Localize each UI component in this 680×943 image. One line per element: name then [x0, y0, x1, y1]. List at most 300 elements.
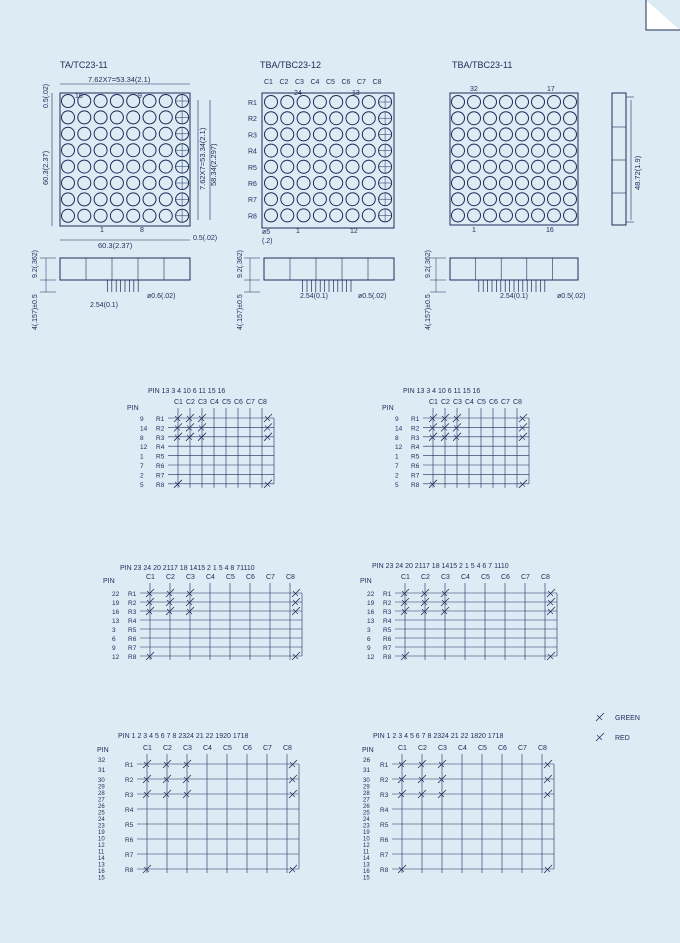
schem2-top-pins: PIN 13 3 4 10 6 11 15 16: [403, 388, 481, 395]
pin-a-bottom-left: 1: [100, 227, 104, 234]
led-dot: [330, 209, 343, 222]
led-dot: [110, 177, 123, 190]
led-dot: [516, 112, 529, 125]
led-dot: [62, 127, 75, 140]
schematic-row-label: R3: [383, 609, 392, 616]
schematic-column-label: C8: [286, 574, 295, 581]
led-dot: [484, 177, 497, 190]
led-dot: [548, 96, 561, 109]
led-dot: [500, 209, 513, 222]
pin-a-top-left: 16: [75, 93, 83, 100]
dim-a-height-total: 58.34(2.297): [209, 143, 218, 186]
schematic-row-pin: 3: [367, 627, 371, 634]
schematic-row-pin: 10: [98, 836, 105, 843]
matrix-b-column-labels: [264, 79, 382, 86]
led-dot: [78, 111, 91, 124]
schematic-row-label: R3: [156, 434, 165, 442]
led-dot: [127, 209, 140, 222]
column-label-c4: C4: [310, 79, 320, 86]
led-dot: [468, 96, 481, 109]
schematic-column-label: C5: [222, 399, 231, 406]
schematic-row-label: R3: [411, 434, 420, 442]
row-label-r3: R3: [248, 132, 257, 140]
matrix-a-dots: [62, 95, 189, 223]
led-dot: [362, 96, 375, 109]
schematic-6-body: [363, 745, 554, 882]
led-dot: [143, 144, 156, 157]
led-dot: [452, 193, 465, 206]
led-dot: [281, 96, 294, 109]
schematic-row-label: R4: [380, 807, 389, 814]
led-dot: [313, 193, 326, 206]
led-dot: [94, 95, 107, 108]
led-dot: [484, 128, 497, 141]
schematic-column-label: C1: [143, 745, 152, 752]
schematic-row-label: R8: [156, 481, 165, 489]
legend-green-label: GREEN: [615, 715, 640, 722]
schematic-row-label: R1: [128, 591, 137, 598]
profile-body: [450, 258, 578, 280]
schematic-row-pin: 25: [363, 810, 370, 817]
schematic-row-label: R1: [380, 762, 389, 769]
schematic-4: [360, 563, 557, 661]
led-dot: [143, 193, 156, 206]
led-dot: [468, 144, 481, 157]
title-b: TBA/TBC23-12: [260, 60, 322, 70]
led-dot: [346, 160, 359, 173]
led-dot: [281, 177, 294, 190]
led-dot: [127, 177, 140, 190]
schematic-column-label: C3: [438, 745, 447, 752]
schematic-row-label: R6: [156, 463, 165, 470]
schematic-row-label: R3: [128, 609, 137, 616]
led-dot: [484, 160, 497, 173]
led-dot: [62, 111, 75, 124]
schematic-column-label: C6: [243, 745, 252, 752]
led-dot: [127, 111, 140, 124]
schematic-row-pin: 15: [98, 875, 105, 882]
led-dot: [143, 95, 156, 108]
led-dot: [281, 128, 294, 141]
dim-a-top: 7.62X7=53.34(2.1): [88, 75, 151, 84]
schematic-row-pin: 1: [395, 453, 399, 461]
led-dot: [297, 144, 310, 157]
led-dot: [468, 177, 481, 190]
led-dot: [127, 127, 140, 140]
led-dot: [62, 193, 75, 206]
schematic-row-pin: 26: [363, 804, 370, 810]
schematic-row-pin: 22: [367, 591, 375, 598]
schem5-pin-label: PIN: [97, 747, 109, 754]
legend-red-label: RED: [615, 735, 630, 742]
led-dot: [143, 160, 156, 173]
schematic-row-label: R2: [156, 425, 165, 433]
schem2-pin-label: PIN: [382, 405, 394, 412]
led-dot: [281, 193, 294, 206]
dim-a-height-outer: 60.3(2.37): [41, 150, 50, 185]
schematic-row-pin: 12: [395, 444, 403, 452]
schematic-row-pin: 26: [363, 757, 371, 764]
schematic-row-pin: 31: [363, 767, 371, 774]
led-dot: [297, 112, 310, 125]
led-dot: [500, 96, 513, 109]
row-label-r4: R4: [248, 148, 257, 156]
led-dot: [94, 127, 107, 140]
schematic-column-label: C2: [163, 745, 172, 752]
schematic-column-label: C1: [401, 574, 410, 581]
led-dot: [330, 96, 343, 109]
led-dot: [110, 160, 123, 173]
led-dot: [143, 111, 156, 124]
body-height-c: 9.2(.362): [425, 249, 432, 278]
led-dot: [110, 193, 123, 206]
led-dot: [78, 177, 91, 190]
schematic-row-pin: 3: [112, 627, 116, 634]
led-dot: [94, 177, 107, 190]
led-dot: [346, 128, 359, 141]
led-dot: [362, 209, 375, 222]
led-dot: [346, 209, 359, 222]
schematic-row-label: R6: [125, 837, 134, 844]
schematic-column-label: C3: [453, 399, 462, 406]
column-label-c5: C5: [326, 79, 335, 86]
matrix-b-row-labels: [248, 100, 257, 220]
schematic-row-pin: 14: [363, 856, 370, 862]
pitch-a: 2.54(0.1): [90, 302, 119, 309]
schematic-row-label: R7: [128, 645, 137, 652]
schematic-3-body: [112, 574, 302, 661]
led-dot: [362, 112, 375, 125]
schematic-row-pin: 26: [98, 804, 105, 810]
schematic-column-label: C4: [203, 745, 212, 752]
led-dot: [452, 112, 465, 125]
pin-c-bottom-right: 16: [546, 227, 554, 234]
column-label-c1: C1: [264, 79, 273, 86]
led-dot: [468, 112, 481, 125]
pin-dia-a: ø0.6(.02): [147, 293, 176, 300]
schematic-row-label: R1: [156, 416, 165, 423]
schematic-row-pin: 24: [363, 817, 370, 823]
schematic-row-label: R8: [383, 654, 392, 661]
title-a: TA/TC23-11: [60, 60, 108, 70]
schematic-row-pin: 30: [98, 778, 105, 784]
led-dot: [110, 127, 123, 140]
schem5-top-pins: PIN 1 2 3 4 5 6 7 8 2324 21 22 1920 1718: [118, 733, 249, 740]
schematic-column-label: C8: [541, 574, 550, 581]
schematic-column-label: C3: [183, 745, 192, 752]
schematic-row-pin: 11: [98, 849, 105, 856]
schematic-column-label: C2: [441, 399, 450, 406]
pitch-b: 2.54(0.1): [300, 293, 329, 300]
led-dot: [500, 144, 513, 157]
led-dot: [330, 193, 343, 206]
led-dot: [532, 112, 545, 125]
schematic-2: [382, 388, 529, 489]
profile-body: [60, 258, 190, 280]
led-dot: [484, 193, 497, 206]
led-dot: [548, 209, 561, 222]
pin-b-top-left: 24: [294, 90, 302, 97]
led-dot: [297, 177, 310, 190]
schematic-row-label: R2: [411, 425, 420, 433]
schematic-row-pin: 30: [363, 778, 370, 784]
schematic-row-label: R7: [411, 472, 420, 480]
schematic-column-label: C5: [223, 745, 232, 752]
schematic-5: [97, 733, 299, 882]
led-dot: [127, 193, 140, 206]
led-dot: [362, 144, 375, 157]
led-dot: [127, 144, 140, 157]
schematic-column-label: C7: [518, 745, 527, 752]
led-dot: [548, 177, 561, 190]
led-dot: [532, 144, 545, 157]
schematic-row-label: R4: [383, 618, 392, 625]
schematic-row-pin: 19: [363, 830, 370, 836]
schematic-row-pin: 24: [98, 817, 105, 823]
led-dot: [127, 160, 140, 173]
schematic-row-label: R6: [383, 636, 392, 643]
schematic-row-pin: 5: [140, 481, 144, 489]
schematic-column-label: C6: [501, 574, 510, 581]
pin-b-bottom-left: 1: [296, 228, 300, 235]
led-dot: [500, 112, 513, 125]
led-dot: [94, 160, 107, 173]
led-dot: [62, 209, 75, 222]
led-dot: [452, 177, 465, 190]
led-dot: [452, 144, 465, 157]
led-dot: [159, 177, 172, 190]
schematic-row-label: R1: [411, 416, 420, 423]
schematic-row-label: R3: [125, 792, 134, 799]
row-label-r2: R2: [248, 116, 257, 124]
schematic-row-pin: 13: [98, 862, 105, 869]
led-dot: [532, 209, 545, 222]
schematic-row-label: R4: [128, 618, 137, 625]
led-dot: [62, 177, 75, 190]
pin-length-c: 4(.157)±0.5: [425, 294, 432, 330]
schematic-row-label: R7: [125, 852, 134, 859]
schematic-row-pin: 11: [363, 849, 370, 856]
led-dot: [94, 193, 107, 206]
body-height-b: 9.2(.362): [237, 249, 244, 278]
schematic-row-pin: 13: [112, 618, 120, 625]
schematic-row-pin: 14: [140, 425, 148, 433]
led-dot: [516, 96, 529, 109]
led-dot: [564, 144, 577, 157]
led-dot: [78, 160, 91, 173]
led-dot: [468, 128, 481, 141]
led-dot: [468, 160, 481, 173]
led-dot: [265, 160, 278, 173]
led-dot: [313, 177, 326, 190]
schematic-row-pin: 28: [363, 791, 370, 797]
column-label-c3: C3: [295, 79, 304, 86]
led-dot: [265, 112, 278, 125]
schematic-row-label: R4: [411, 444, 420, 452]
led-dot: [62, 144, 75, 157]
schematic-row-label: R1: [383, 591, 392, 598]
schematic-column-label: C3: [441, 574, 450, 581]
led-dot: [484, 209, 497, 222]
schematic-row-label: R1: [125, 762, 134, 769]
led-dot: [110, 209, 123, 222]
schematic-1-body: [140, 399, 274, 489]
led-dot: [159, 193, 172, 206]
matrix-a-front-view: [41, 75, 218, 250]
led-dot: [516, 144, 529, 157]
dim-a-offset-top: 0.5(.02): [43, 83, 50, 108]
schematic-column-label: C4: [458, 745, 467, 752]
led-dot: [159, 95, 172, 108]
schematic-6: [362, 733, 554, 882]
led-dot: [313, 128, 326, 141]
schematic-2-body: [395, 399, 529, 489]
schematic-5-body: [98, 745, 299, 882]
schematic-row-pin: 8: [140, 434, 144, 442]
pin-b-top-right: 13: [352, 90, 360, 97]
schematic-column-label: C2: [418, 745, 427, 752]
schematic-row-pin: 2: [140, 472, 144, 480]
led-dot: [452, 209, 465, 222]
schem6-top-pins: PIN 1 2 3 4 5 6 7 8 2324 21 22 1820 1718: [373, 733, 504, 740]
led-dot: [346, 177, 359, 190]
schematic-row-pin: 6: [112, 636, 116, 643]
dim-a-offset-right: 0.5(.02): [193, 235, 218, 242]
led-dot: [313, 144, 326, 157]
led-dot: [330, 177, 343, 190]
schematic-row-pin: 12: [112, 654, 120, 661]
schematic-row-label: R8: [380, 867, 389, 874]
row-label-r5: R5: [248, 164, 257, 172]
led-dot: [281, 144, 294, 157]
schematic-column-label: C3: [186, 574, 195, 581]
schematic-column-label: C8: [513, 399, 522, 406]
schematic-row-pin: 10: [363, 836, 370, 843]
schematic-row-pin: 9: [140, 416, 144, 423]
column-label-c8: C8: [372, 79, 382, 86]
schem6-pin-label: PIN: [362, 747, 374, 754]
led-dot: [110, 95, 123, 108]
led-dot: [452, 128, 465, 141]
schematic-column-label: C4: [210, 399, 219, 406]
schematic-row-pin: 5: [395, 481, 399, 489]
schematic-column-label: C7: [263, 745, 272, 752]
schematic-column-label: C7: [266, 574, 275, 581]
led-dot: [346, 193, 359, 206]
led-dot: [532, 96, 545, 109]
led-dot: [564, 177, 577, 190]
led-dot: [297, 193, 310, 206]
schematic-column-label: C6: [246, 574, 255, 581]
schematic-column-label: C4: [465, 399, 474, 406]
column-label-c2: C2: [279, 79, 289, 86]
schematic-column-label: C3: [198, 399, 207, 406]
schematic-3: [103, 565, 302, 661]
schematic-row-pin: 28: [98, 791, 105, 797]
matrix-c-dots: [452, 96, 577, 222]
led-dot: [313, 96, 326, 109]
legend-red-led-icon: [596, 733, 604, 741]
schematic-row-pin: 19: [98, 830, 105, 836]
schematic-row-pin: 9: [395, 416, 399, 423]
schematic-row-label: R8: [125, 867, 134, 874]
schematic-column-label: C5: [481, 574, 490, 581]
led-dot: [94, 144, 107, 157]
schematic-column-label: C1: [174, 399, 183, 406]
schematic-row-label: R2: [128, 600, 137, 607]
column-label-c6: C6: [341, 79, 351, 86]
led-dot: [452, 96, 465, 109]
led-dot: [564, 112, 577, 125]
schem4-top-pins: PIN 23 24 20 2117 18 1415 2 1 5 4 6 7 1110: [372, 563, 509, 570]
schematic-column-label: C7: [521, 574, 530, 581]
led-dot: [297, 96, 310, 109]
led-dot: [143, 127, 156, 140]
led-dot: [548, 112, 561, 125]
schematic-row-label: R5: [380, 822, 389, 829]
led-dot: [500, 128, 513, 141]
schem4-pin-label: PIN: [360, 578, 372, 585]
dim-a-right: 7.62X7=53.34(2.1): [198, 127, 207, 190]
matrix-c-front-view: [450, 86, 642, 234]
pin-a-top-right: 9: [138, 93, 142, 100]
led-dot: [94, 111, 107, 124]
schematic-row-label: R5: [156, 453, 165, 461]
side-profiles: [40, 258, 578, 292]
led-dot: [78, 127, 91, 140]
pin-dia-b: ø0.5(.02): [358, 293, 387, 300]
schematic-column-label: C6: [498, 745, 507, 752]
schematic-column-label: C1: [146, 574, 155, 581]
pin-dia-c: ø0.5(.02): [557, 293, 586, 300]
schematic-row-label: R5: [411, 453, 420, 461]
led-dot: [346, 144, 359, 157]
schematic-column-label: C8: [258, 399, 267, 406]
led-dot: [159, 111, 172, 124]
pin-length-b: 4(.157)±0.5: [237, 294, 244, 330]
pin-b-bottom-right: 12: [350, 228, 358, 235]
schematic-column-label: C7: [501, 399, 510, 406]
led-dot: [281, 160, 294, 173]
schematic-row-label: R6: [380, 837, 389, 844]
schematic-row-label: R8: [128, 654, 137, 661]
led-dot: [564, 193, 577, 206]
schematic-row-label: R4: [156, 444, 165, 452]
pin-a-bottom-right: 8: [140, 227, 144, 234]
led-dot: [265, 128, 278, 141]
schematic-row-pin: 2: [395, 472, 399, 480]
dim-side-height: 48.72(1.9): [633, 155, 642, 190]
led-dot: [532, 128, 545, 141]
schematic-row-label: R5: [128, 627, 137, 634]
schematic-row-pin: 29: [98, 784, 105, 791]
schematic-row-pin: 23: [363, 823, 370, 830]
schematic-row-label: R7: [156, 472, 165, 480]
schematic-row-label: R2: [125, 777, 134, 784]
dot-diameter-inch: (.2): [262, 238, 273, 245]
led-dot: [78, 144, 91, 157]
matrix-b-front-view: [248, 79, 394, 245]
schem1-pin-label: PIN: [127, 405, 139, 412]
led-dot: [500, 193, 513, 206]
schematic-row-pin: 25: [98, 810, 105, 817]
schematic-row-pin: 16: [112, 609, 120, 616]
schematic-column-label: C6: [234, 399, 243, 406]
schematic-row-pin: 14: [395, 425, 403, 433]
schematic-row-pin: 13: [363, 862, 370, 869]
schematic-row-pin: 13: [367, 618, 375, 625]
schematic-column-label: C5: [226, 574, 235, 581]
